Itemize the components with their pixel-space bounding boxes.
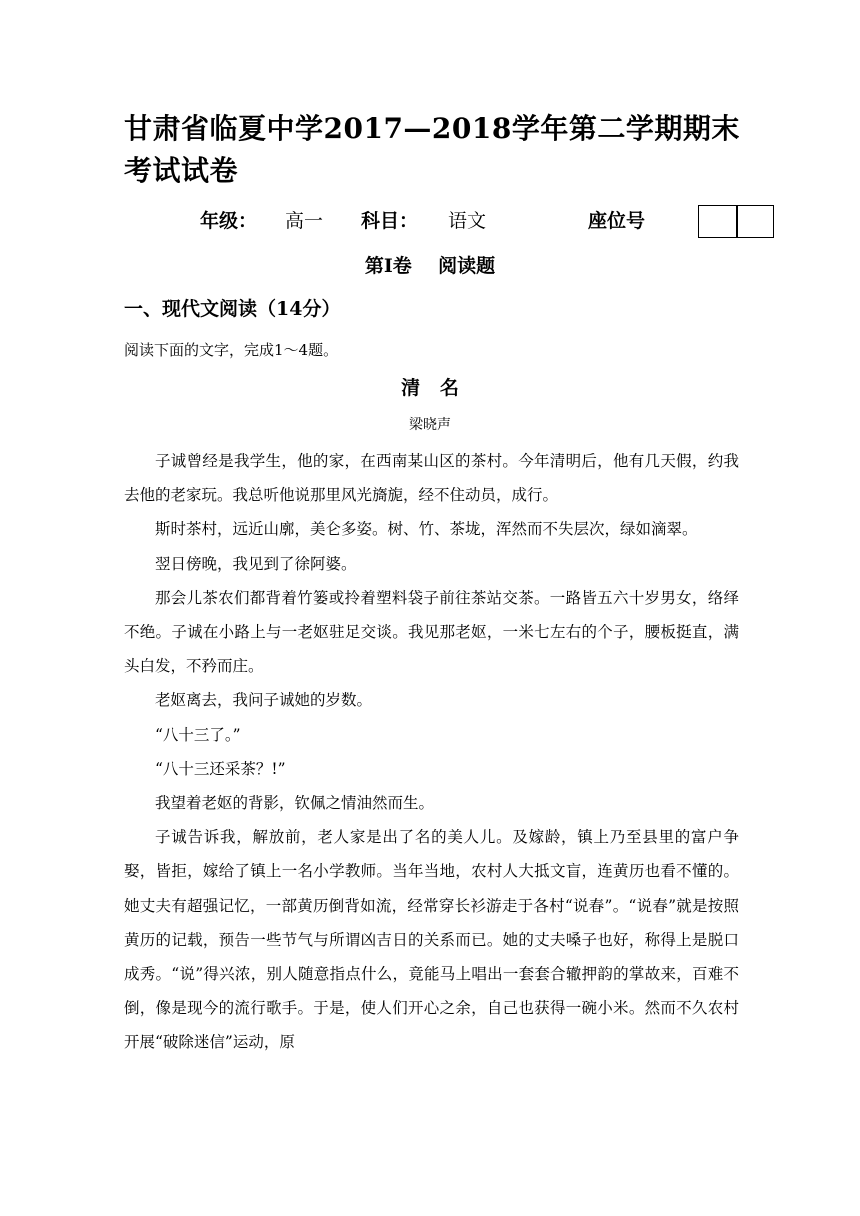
essay-paragraph: “八十三还采茶？!” <box>155 759 286 778</box>
grade-value: 高一 <box>285 210 324 232</box>
section-instructions: 阅读下面的文字，完成1～4题。 <box>124 341 339 359</box>
section-heading: 一、现代文阅读（14分） <box>124 298 341 320</box>
essay-author: 梁晓声 <box>409 417 451 433</box>
essay-paragraph: 老妪离去，我问子诚她的岁数。 <box>155 691 373 710</box>
subject-label: 科目： <box>361 210 419 232</box>
essay-paragraph: 那会儿茶农们都背着竹篓或拎着塑料袋子前往茶站交茶。一路皆五六十岁男女，络绎不绝。子诚在小路上与一老妪驻足交谈。我见那老妪，一米七左右的个子，腰板挺直，满头白发，不矜而庄。 <box>124 588 739 676</box>
essay-paragraph: 子诚曾经是我学生，他的家，在西南某山区的茶村。今年清明后，他有几天假，约我去他的老家玩。我总听他说那里风光旖旎，经不住动员，成行。 <box>124 452 739 505</box>
essay-paragraph: 翌日傍晚，我见到了徐阿婆。 <box>155 554 357 573</box>
essay-paragraph: “八十三了。” <box>155 725 241 744</box>
seat-label: 座位号 <box>588 210 646 232</box>
subject-value: 语文 <box>448 210 487 232</box>
volume-title: 第Ⅰ卷 阅读题 <box>364 255 496 277</box>
seat-number-boxes <box>698 205 774 238</box>
essay-title: 清 名 <box>401 377 459 399</box>
essay-body <box>124 444 739 1060</box>
grade-label: 年级： <box>200 210 258 232</box>
seat-box-divider <box>736 206 738 237</box>
exam-title: 甘肃省临夏中学2017—2018学年第二学期期末考试试卷 <box>124 112 740 187</box>
essay-paragraph: 我望着老妪的背影，钦佩之情油然而生。 <box>155 794 435 813</box>
essay-paragraph: 子诚告诉我，解放前，老人家是出了名的美人儿。及嫁龄，镇上乃至县里的富户争娶，皆拒，嫁给了镇上一名小学教师。当年当地，农村人大抵文盲，连黄历也看不懂的。她丈夫有超强记忆，一部黄历倒背如流，经常穿长衫游走于各村“说春”。“说春”就是按照黄历的记载，预告一些节气与所谓凶吉日的关系而已。她的丈夫嗓子也好，称得上是脱口成秀。“说”得兴浓，别人随意指点什么，竟能马上唱出一套套合辙押韵的掌故来，百难不倒，像是现今的流行歌手。于是，使人们开心之余，自己也获得一碗小米。然而不久农村开展“破除迷信”运动，原 <box>124 828 739 1052</box>
essay-paragraph: 斯时茶村，远近山廓，美仑多姿。树、竹、茶垅，浑然而不失层次，绿如滴翠。 <box>155 520 698 539</box>
